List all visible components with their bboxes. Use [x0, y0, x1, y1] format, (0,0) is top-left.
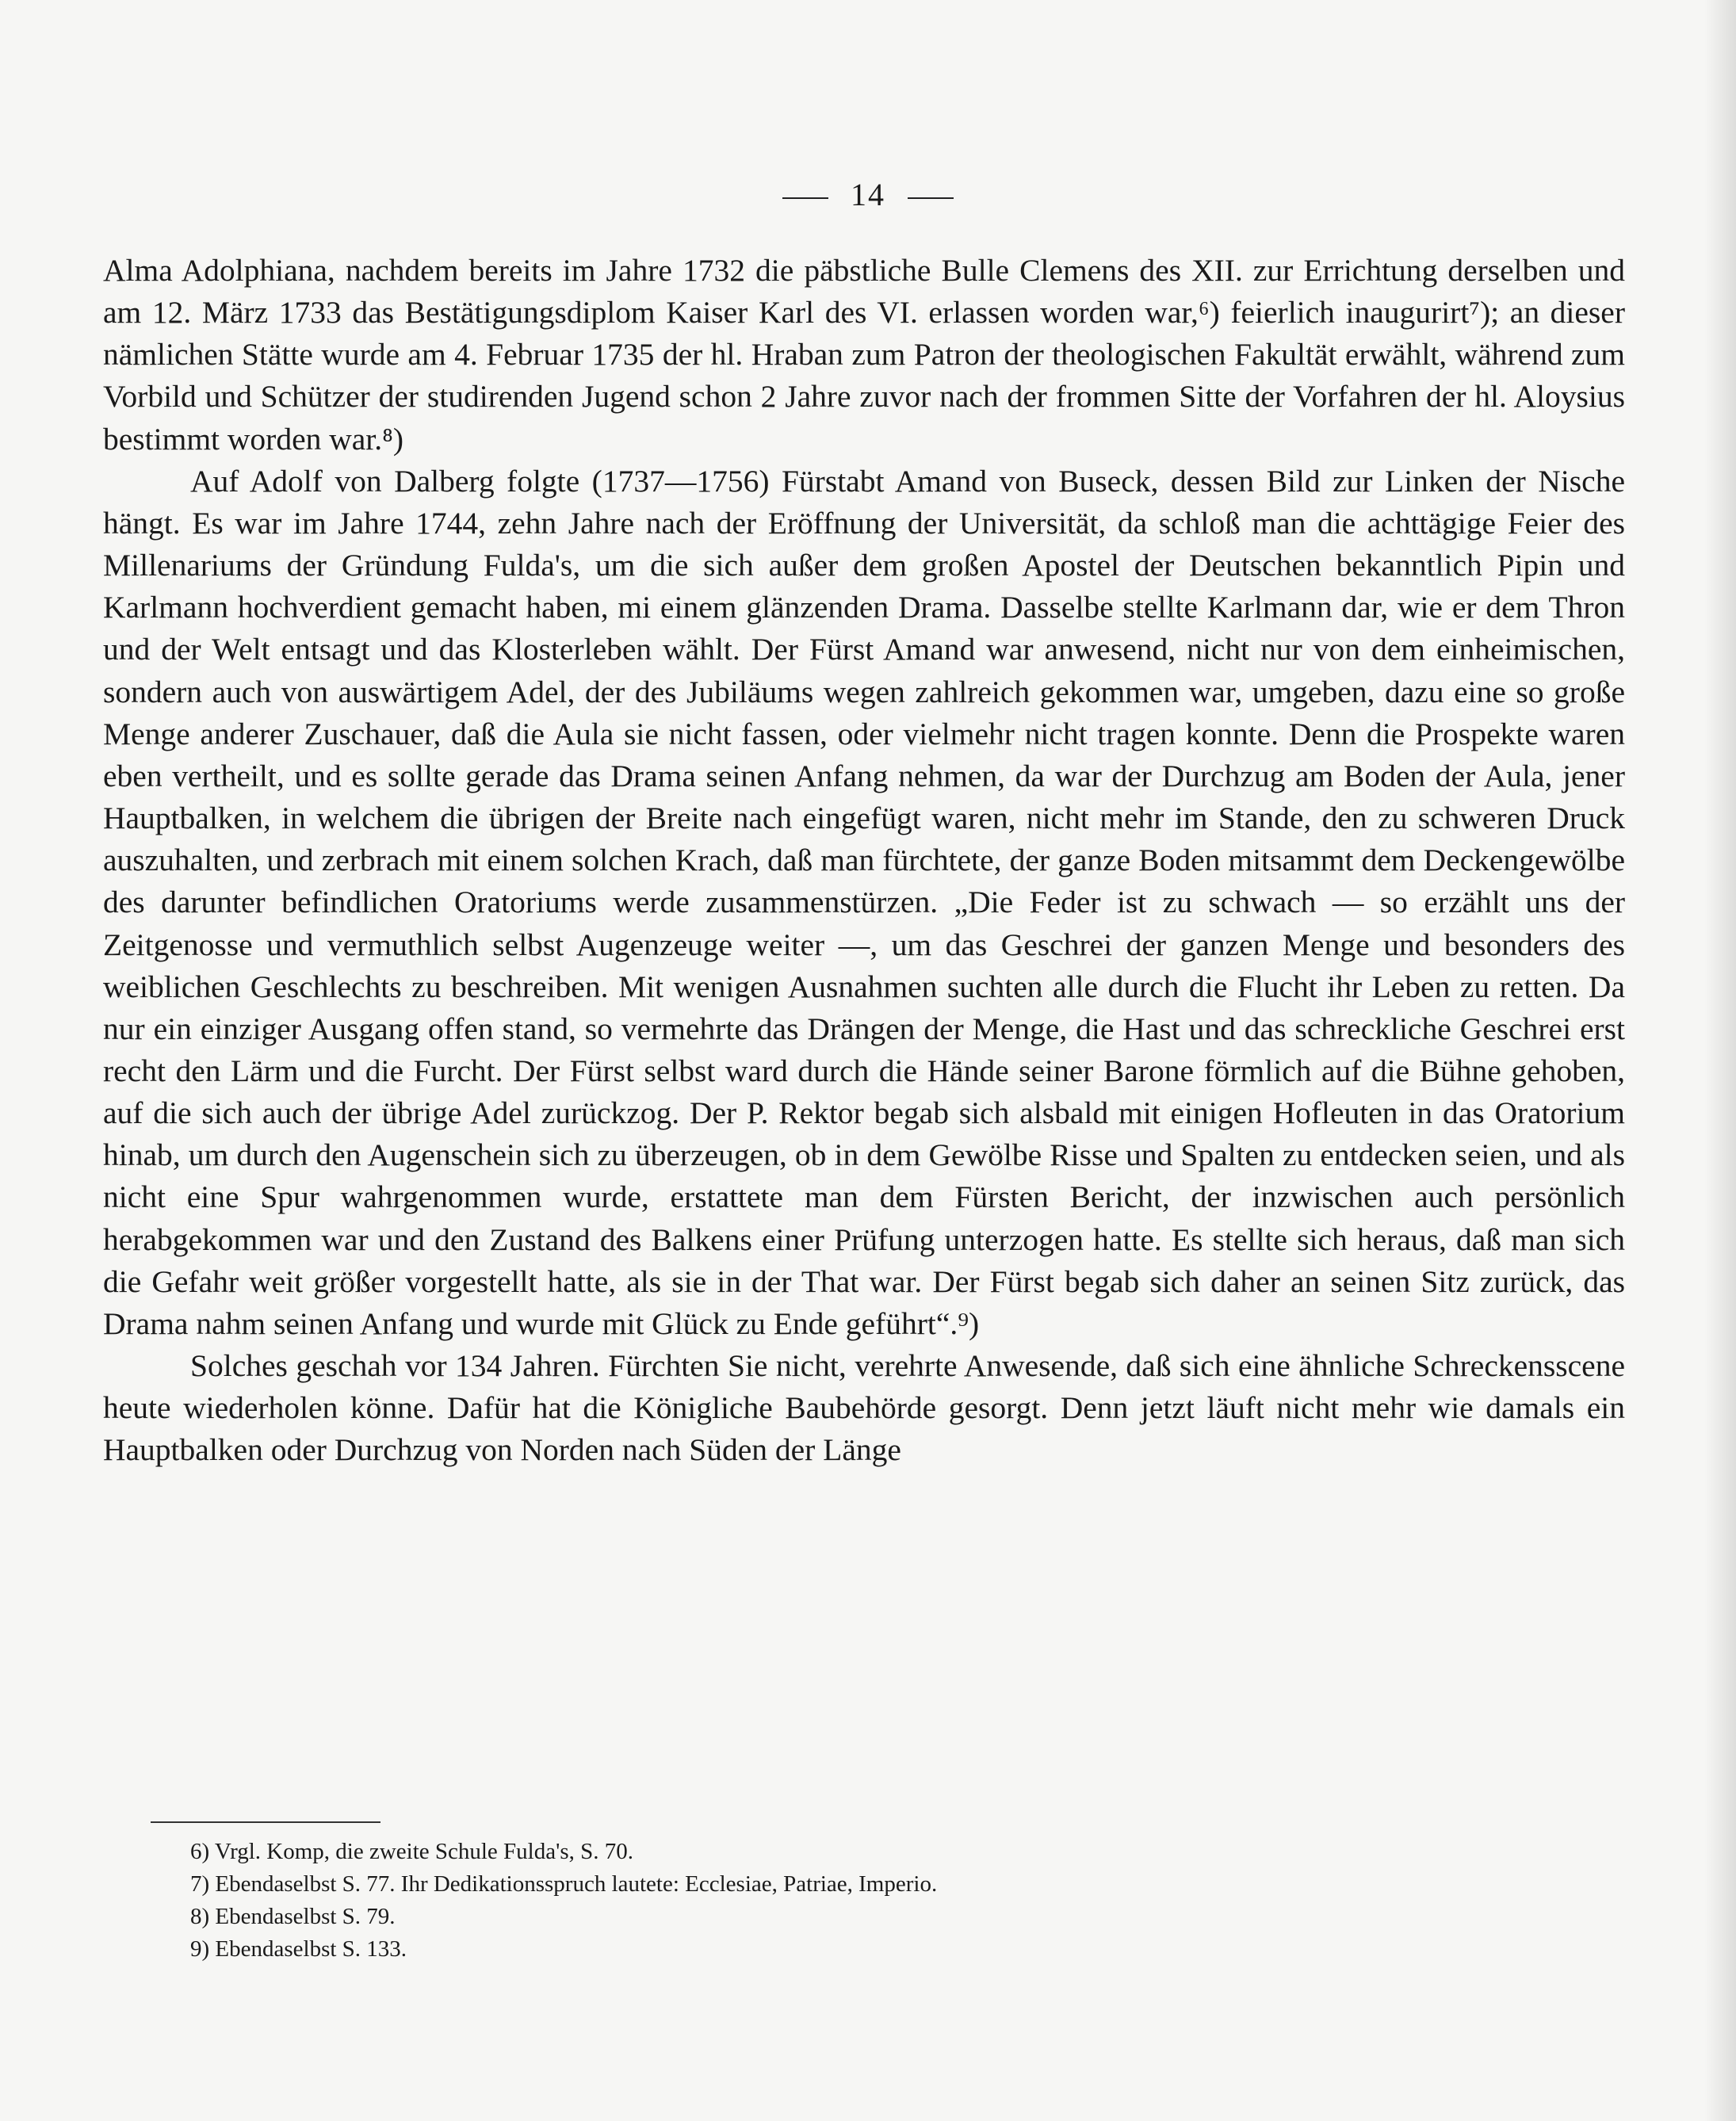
- page-edge-shadow: [1704, 0, 1736, 2121]
- page-number: [0, 176, 1736, 213]
- paragraph-1: Alma Adolphiana, nachdem bereits im Jahre 1732 die päbstliche Bulle Clemens des XII. zur Errichtung derselben und am 12. März 1733 das Bestätigungsdiplom Kaiser Karl des VI. erlassen worden war,⁶) feierlich inaugurirt⁷); an dieser nämlichen Stätte wurde am 4. Februar 1735 der hl. Hraban zum Patron der theologischen Fakultät erwählt, während zum Vorbild und Schützer der studirenden Jugend schon 2 Jahre zuvor nach der frommen Sitte der Vorfahren der hl. Aloysius bestimmt worden war.⁸): [103, 253, 1625, 457]
- page-number-dash-left: [782, 197, 828, 199]
- footnotes: [190, 1836, 1538, 1966]
- footnote-divider: [151, 1821, 380, 1823]
- footnote-7: 7) Ebendaselbst S. 77. Ihr Dedikationsspruch lautete: Ecclesiae, Patriae, Imperio.: [190, 1871, 938, 1897]
- body-text: [103, 250, 1625, 1472]
- page-number-value: 14: [851, 177, 885, 212]
- paragraph-2: Auf Adolf von Dalberg folgte (1737—1756) Fürstabt Amand von Buseck, dessen Bild zur Linken der Nische hängt. Es war im Jahre 1744, zehn Jahre nach der Eröffnung der Universität, da schloß man die achttägige Feier des Millenariums der Gründung Fulda's, um die sich außer dem großen Apostel der Deutschen bekanntlich Pipin und Karlmann hochverdient gemacht haben, mi einem glänzenden Drama. Dasselbe stellte Karlmann dar, wie er dem Thron und der Welt entsagt und das Klosterleben wählt. Der Fürst Amand war anwesend, nicht nur von dem einheimischen, sondern auch von auswärtigem Adel, der des Jubiläums wegen zahlreich gekommen war, umgeben, dazu eine so große Menge anderer Zuschauer, daß die Aula sie nicht fassen, oder vielmehr nicht tragen konnte. Denn die Prospekte waren eben vertheilt, und es sollte gerade das Drama seinen Anfang nehmen, da war der Durchzug am Boden der Aula, jener Hauptbalken, in welchem die übrigen der Breite nach eingefügt waren, nicht mehr im Stande, den zu schweren Druck auszuhalten, und zerbrach mit einem solchen Krach, daß man fürchtete, der ganze Boden mitsammt dem Deckengewölbe des darunter befindlichen Oratoriums werde zusammenstürzen. „Die Feder ist zu schwach — so erzählt uns der Zeitgenosse und vermuthlich selbst Augenzeuge weiter —, um das Geschrei der ganzen Menge und besonders des weiblichen Geschlechts zu beschreiben. Mit wenigen Ausnahmen suchten alle durch die Flucht ihr Leben zu retten. Da nur ein einziger Ausgang offen stand, so vermehrte das Drängen der Menge, die Hast und das schreckliche Geschrei erst recht den Lärm und die Furcht. Der Fürst selbst ward durch die Hände seiner Barone förmlich auf die Bühne gehoben, auf die sich auch der übrige Adel zurückzog. Der P. Rektor begab sich alsbald mit einigen Hofleuten in das Oratorium hinab, um durch den Augenschein sich zu überzeugen, ob in dem Gewölbe Risse und Spalten zu entdecken seien, und als nicht eine Spur wahrgenommen wurde, erstattete man dem Fürsten Bericht, der inzwischen auch persönlich herabgekommen war und den Zustand des Balkens einer Prüfung unterzogen hatte. Es stellte sich heraus, daß man sich die Gefahr weit größer vorgestellt hatte, als sie in der That war. Der Fürst begab sich daher an seinen Sitz zurück, das Drama nahm seinen Anfang und wurde mit Glück zu Ende geführt“.⁹): [103, 463, 1625, 1341]
- footnote-6: 6) Vrgl. Komp, die zweite Schule Fulda's, S. 70.: [190, 1839, 634, 1864]
- paragraph-3: Solches geschah vor 134 Jahren. Fürchten Sie nicht, verehrte Anwesende, daß sich eine ähnliche Schreckensscene heute wiederholen könne. Dafür hat die Königliche Baubehörde gesorgt. Denn jetzt läuft nicht mehr wie damals ein Hauptbalken oder Durchzug von Norden nach Süden der Länge: [103, 1348, 1625, 1468]
- page-number-dash-right: [908, 197, 954, 199]
- footnote-9: 9) Ebendaselbst S. 133.: [190, 1936, 407, 1962]
- footnote-8: 8) Ebendaselbst S. 79.: [190, 1904, 396, 1929]
